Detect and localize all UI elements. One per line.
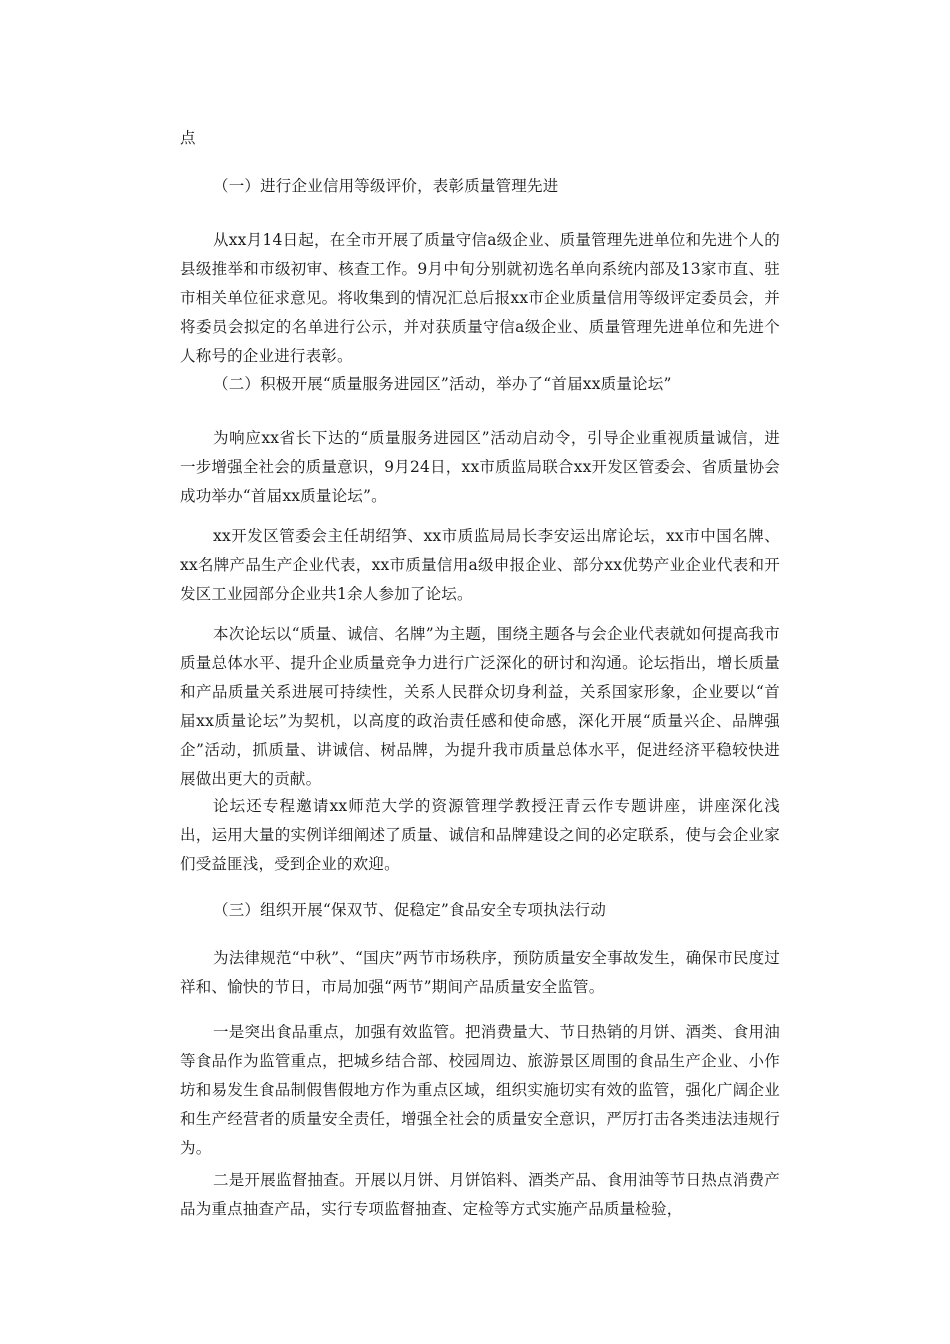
section-heading-1: （一）进行企业信用等级评价，表彰质量管理先进 xyxy=(213,177,559,195)
text-fragment: 点 xyxy=(180,129,196,147)
paragraph-5: 论坛还专程邀请xx师范大学的资源管理学教授汪青云作专题讲座，讲座深化浅出，运用大量的实例详细阐述了质量、诚信和品牌建设之间的必定联系，使与会企业家们受益匪浅，受到企业的欢迎。 xyxy=(180,797,780,873)
paragraph-2: 为响应xx省长下达的“质量服务进园区”活动启动令，引导企业重视质量诚信，进一步增强全社会的质量意识，9月24日，xx市质监局联合xx开发区管委会、省质量协会成功举办“首届xx质量论坛”。 xyxy=(180,429,780,505)
paragraph-6: 为法律规范“中秋”、“国庆”两节市场秩序，预防质量安全事故发生，确保市民度过祥和、愉快的节日，市局加强“两节”期间产品质量安全监管。 xyxy=(180,949,780,996)
section-heading-3: （三）组织开展“保双节、促稳定”食品安全专项执法行动 xyxy=(213,901,607,919)
section-heading-2: （二）积极开展“质量服务进园区”活动，举办了“首届xx质量论坛” xyxy=(213,375,672,393)
paragraph-1: 从xx月14日起，在全市开展了质量守信a级企业、质量管理先进单位和先进个人的县级推举和市级初审、核查工作。9月中旬分别就初选名单向系统内部及13家市直、驻市相关单位征求意见。将收集到的情况汇总后报xx市企业质量信用等级评定委员会，并将委员会拟定的名单进行公示，并对获质量守信a级企业、质量管理先进单位和先进个人称号的企业进行表彰。 xyxy=(180,231,780,365)
paragraph-8: 二是开展监督抽查。开展以月饼、月饼馅料、酒类产品、食用油等节日热点消费产品为重点抽查产品，实行专项监督抽查、定检等方式实施产品质量检验， xyxy=(180,1171,780,1218)
paragraph-3: xx开发区管委会主任胡绍笋、xx市质监局局长李安运出席论坛，xx市中国名牌、xx名牌产品生产企业代表，xx市质量信用a级申报企业、部分xx优势产业企业代表和开发区工业园部分企业共1余人参加了论坛。 xyxy=(180,527,780,603)
paragraph-4: 本次论坛以“质量、诚信、名牌”为主题，围绕主题各与会企业代表就如何提高我市质量总体水平、提升企业质量竞争力进行广泛深化的研讨和沟通。论坛指出，增长质量和产品质量关系进展可持续性，关系人民群众切身利益，关系国家形象，企业要以“首届xx质量论坛”为契机，以高度的政治责任感和使命感，深化开展“质量兴企、品牌强企”活动，抓质量、讲诚信、树品牌，为提升我市质量总体水平，促进经济平稳较快进展做出更大的贡献。 xyxy=(180,625,780,788)
paragraph-7: 一是突出食品重点，加强有效监管。把消费量大、节日热销的月饼、酒类、食用油等食品作为监管重点，把城乡结合部、校园周边、旅游景区周围的食品生产企业、小作坊和易发生食品制假售假地方作为重点区域，组织实施切实有效的监管，强化广阔企业和生产经营者的质量安全责任，增强全社会的质量安全意识，严厉打击各类违法违规行为。 xyxy=(180,1023,780,1157)
